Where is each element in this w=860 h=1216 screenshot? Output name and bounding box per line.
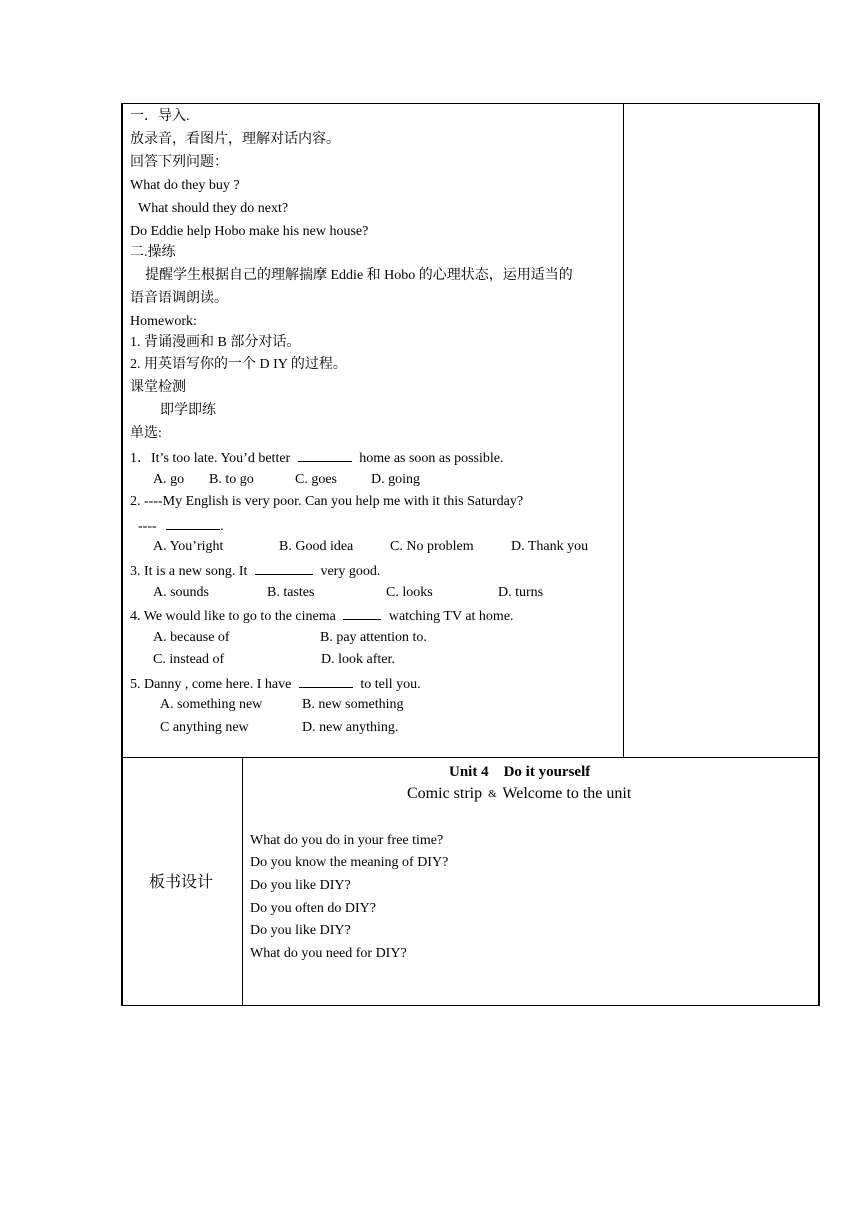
option: B. new something — [302, 697, 404, 712]
answer-blank — [343, 606, 381, 620]
board-question: Do you like DIY? — [250, 923, 351, 938]
exercise-3-tail: very good. — [320, 564, 381, 579]
column-divider-bottom — [242, 757, 243, 1006]
question-3: Do Eddie help Hobo make his new house? — [130, 224, 369, 239]
exercise-1-tail: home as soon as possible. — [359, 451, 504, 466]
period: . — [220, 519, 224, 534]
question-1: What do they buy ? — [130, 178, 240, 193]
option: B. Good idea — [279, 539, 354, 554]
homework-item-2: 2. 用英语写你的一个 D IY 的过程。 — [130, 357, 347, 372]
board-subtitle — [407, 784, 631, 804]
option: A. sounds — [153, 585, 210, 600]
table-top-border — [121, 103, 820, 104]
homework-item-1: 1. 背诵漫画和 B 部分对话。 — [130, 335, 301, 350]
exercise-2-answer — [138, 516, 224, 536]
column-divider-top — [623, 103, 624, 758]
option: D. going — [371, 472, 420, 487]
dash-prefix: ---- — [138, 519, 157, 534]
option: C. instead of — [153, 652, 225, 667]
check-label: 课堂检测 — [130, 380, 186, 395]
exercise-4 — [130, 606, 514, 626]
board-question: Do you often do DIY? — [250, 901, 376, 916]
exercise-4-tail: watching TV at home. — [388, 609, 514, 624]
choice-label: 单选: — [130, 426, 162, 441]
board-question: What do you need for DIY? — [250, 946, 407, 961]
option: B. to go — [209, 472, 254, 487]
option: C. No problem — [390, 539, 474, 554]
answer-blank — [298, 448, 352, 462]
answer-blank — [255, 561, 313, 575]
exercise-5 — [130, 674, 421, 694]
board-question: What do you do in your free time? — [250, 833, 444, 848]
heading-intro: 一．导入. — [130, 109, 190, 124]
board-label: 板书设计 — [149, 874, 214, 891]
table-right-border — [818, 103, 820, 1006]
option: D. turns — [498, 585, 544, 600]
exercise-5-stem: 5. Danny , come here. I have — [130, 677, 292, 692]
subtitle-right: Welcome to the unit — [502, 785, 632, 802]
row-divider — [121, 757, 820, 758]
option: B. pay attention to. — [320, 630, 427, 645]
question-2: What should they do next? — [138, 201, 289, 216]
board-title: Unit 4 Do it yourself — [449, 764, 591, 780]
heading-practice: 二.操练 — [130, 245, 176, 260]
exercise-2: 2. ----My English is very poor. Can you help me with it this Saturday? — [130, 494, 524, 509]
option: C. goes — [295, 472, 337, 487]
board-question: Do you like DIY? — [250, 878, 351, 893]
table-bottom-border — [121, 1005, 820, 1006]
line-listen: 放录音，看图片，理解对话内容。 — [130, 132, 340, 147]
exercise-3 — [130, 561, 380, 581]
exercise-4-stem: 4. We would like to go to the cinema — [130, 609, 336, 624]
answer-blank — [166, 516, 220, 530]
line-answer: 回答下列问题： — [130, 155, 228, 170]
option: C anything new — [160, 720, 249, 735]
exercise-1 — [130, 448, 503, 468]
check-sub: 即学即练 — [160, 403, 216, 418]
option: A. something new — [160, 697, 263, 712]
exercise-1-stem: 1．It’s too late. You’d better — [130, 451, 291, 466]
option: D. new anything. — [302, 720, 399, 735]
exercise-3-stem: 3. It is a new song. It — [130, 564, 248, 579]
practice-line-1: 提醒学生根据自己的理解揣摩 Eddie 和 Hobo 的心理状态，运用适当的 — [145, 268, 573, 283]
option: C. looks — [386, 585, 433, 600]
answer-blank — [299, 674, 353, 688]
option: A. because of — [153, 630, 230, 645]
homework-label: Homework: — [130, 314, 197, 329]
subtitle-amp: & — [488, 788, 497, 800]
board-question: Do you know the meaning of DIY? — [250, 855, 449, 870]
subtitle-left: Comic strip — [407, 785, 483, 802]
option: B. tastes — [267, 585, 315, 600]
option: D. Thank you — [511, 539, 589, 554]
exercise-5-tail: to tell you. — [360, 677, 421, 692]
practice-line-2: 语音语调朗读。 — [130, 291, 228, 306]
option: A. go — [153, 472, 185, 487]
table-left-border — [121, 103, 123, 1006]
option: D. look after. — [321, 652, 395, 667]
option: A. You’right — [153, 539, 224, 554]
